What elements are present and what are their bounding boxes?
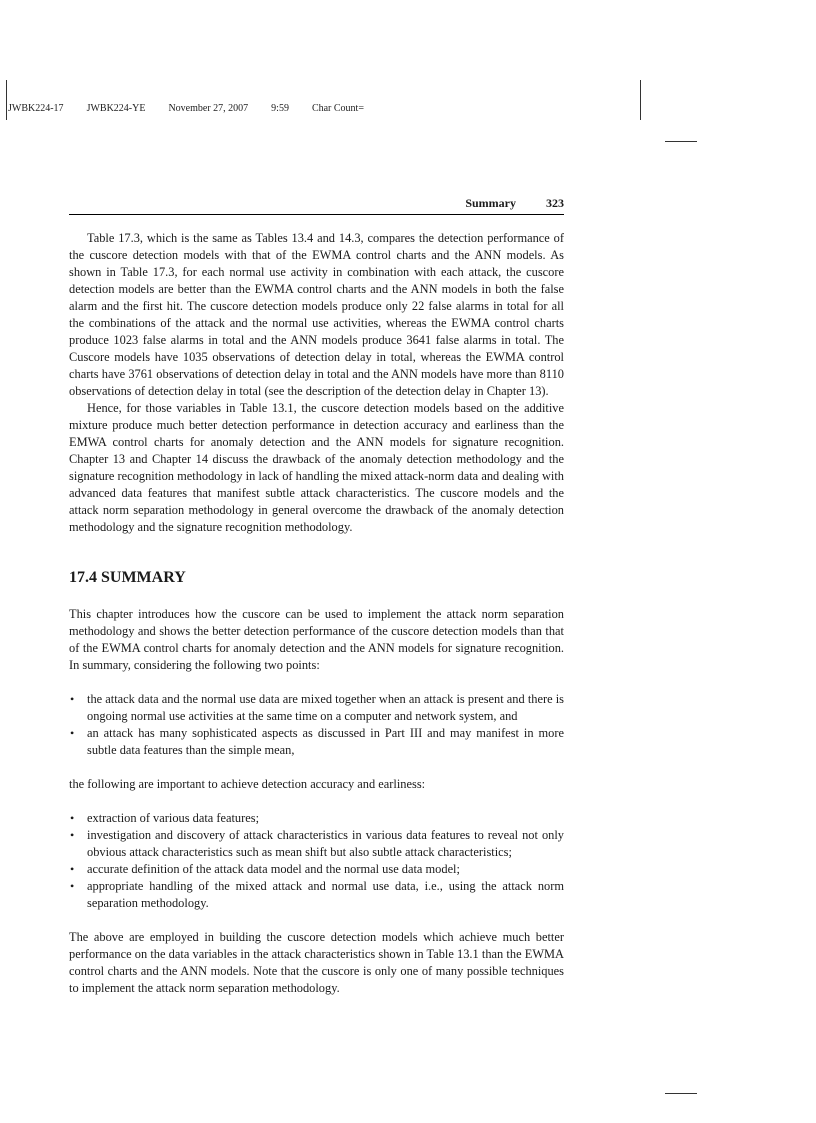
closing-paragraph: The above are employed in building the cuscore detection models which achieve much better performance on the data variables in the attack characteristics shown in Table 13.1 than the EWMA control charts and the ANN models. Note that the cuscore is only one of many possible techniques to implement the attack norm separation methodology. xyxy=(69,930,564,995)
requirements-list xyxy=(69,810,564,912)
slug-book-code: JWBK224-YE xyxy=(86,103,146,114)
bullet-icon: • xyxy=(70,862,75,876)
crop-mark-right xyxy=(640,80,641,120)
list-item: • investigation and discovery of attack characteristics in various data features to reveal not only obvious attack characteristics such as mean shift but also subtle attack characteristics; xyxy=(70,828,564,859)
header-rule xyxy=(69,214,564,215)
crop-mark-top-right xyxy=(665,141,697,142)
production-slug xyxy=(8,103,364,114)
bullet-icon: • xyxy=(70,828,75,842)
crop-mark-bottom-right xyxy=(665,1093,697,1094)
considerations-list xyxy=(69,691,564,759)
bullet-icon: • xyxy=(70,692,75,706)
requirements-lead-in: the following are important to achieve detection accuracy and earliness: xyxy=(69,777,426,791)
list-item: • accurate definition of the attack data model and the normal use data model; xyxy=(70,862,460,876)
list-item: • appropriate handling of the mixed attack and normal use data, i.e., using the attack norm separation methodology. xyxy=(70,879,564,910)
running-head xyxy=(69,196,564,211)
slug-date: November 27, 2007 xyxy=(168,103,249,114)
bullet-icon: • xyxy=(70,879,75,893)
page-body xyxy=(69,230,564,997)
paragraph-table-comparison: Table 17.3, which is the same as Tables 13.4 and 14.3, compares the detection performance of the cuscore detection models with that of the EWMA control charts and the ANN models. As shown in Table 17.3, for each normal use activity in combination with each attack, the cuscore detection models are better than the EWMA control charts and the ANN models in both the false alarm and the first hit. The cuscore detection models produce only 22 false alarms in total for all the combinations of the attack and the normal use activities, whereas the EWMA control charts produce 1023 false alarms in total and the ANN models produce 3641 false alarms in total. The Cuscore models have 1035 observations of detection delay in total, whereas the EWMA control charts have 3761 observations of detection delay in total and the ANN models have more than 8110 observations of detection delay in total (see the description of the detection delay in Chapter 13). xyxy=(69,231,564,398)
paragraph-conclusion: Hence, for those variables in Table 13.1, the cuscore detection models based on the additive mixture produce much better detection performance in detection accuracy and earliness than the EMWA control charts for anomaly detection and the ANN models for signature recognition. Chapter 13 and Chapter 14 discuss the drawback of the anomaly detection methodology and the signature recognition methodology in lack of handling the mixed attack-norm data and dealing with advanced data features that manifest subtle attack characteristics. The cuscore models and the attack norm separation methodology in general overcome the drawback of the anomaly detection methodology and the signature recognition methodology. xyxy=(69,401,564,534)
section-heading: 17.4 SUMMARY xyxy=(69,569,186,586)
bullet-icon: • xyxy=(70,726,75,740)
slug-char-count: Char Count= xyxy=(311,103,364,114)
list-item: • an attack has many sophisticated aspects as discussed in Part III and may manifest in more subtle data features than the simple mean, xyxy=(70,726,564,757)
summary-intro: This chapter introduces how the cuscore can be used to implement the attack norm separation methodology and shows the better detection performance of the cuscore detection models than that of the EWMA control charts for anomaly detection and the ANN models for signature recognition. In summary, considering the following two points: xyxy=(69,607,564,672)
list-item: • the attack data and the normal use data are mixed together when an attack is present and there is ongoing normal use activities at the same time on a computer and network system, and xyxy=(70,692,564,723)
list-item: • extraction of various data features; xyxy=(70,811,260,825)
slug-time: 9:59 xyxy=(271,103,289,114)
slug-chapter-code: JWBK224-17 xyxy=(8,103,64,114)
running-head-title: Summary xyxy=(465,196,516,210)
bullet-icon: • xyxy=(70,811,75,825)
crop-mark-left xyxy=(6,80,7,120)
page-number: 323 xyxy=(546,196,564,210)
